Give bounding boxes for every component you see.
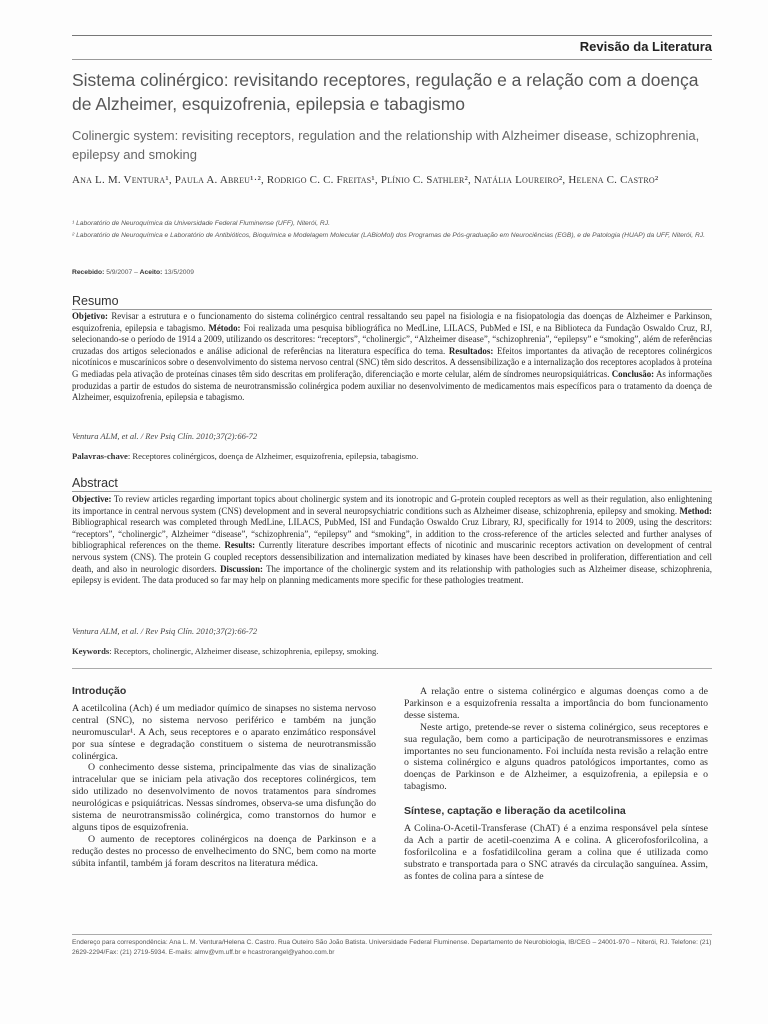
resumo-metodo: Foi realizada uma pesquisa bibliográfica no MedLine, LILACS, PubMed e ISI, e na Biblioteca da Fundação Oswaldo Cruz, RJ, selecionando-se o período de 1914 a 2009, utilizando os descritores: “receptors”, “cholinergic”, “Alzheimer disease”, “schizophrenia”, “epilepsy” e “smoking”, além de referências cruzadas dos artigos selecionados e análise adicional de referências na literatura específica do tema. xyxy=(72,322,712,356)
resumo-objetivo: Revisar a estrutura e o funcionamento do sistema colinérgico central ressaltando seu papel na fisiologia e na fisiopatologia das doenças de Alzheimer e Parkinson, esquizofrenia, epilepsia e tabagismo. xyxy=(72,311,712,333)
received-label: Recebido: xyxy=(72,269,105,276)
header-top-rule xyxy=(72,35,712,36)
abstract-text xyxy=(72,494,712,587)
right-paragraph-1: A relação entre o sistema colinérgico e algumas doenças como a de Parkinson e a esquizofrenia ressalta a importância do bom funcionamento desse sistema. xyxy=(404,686,708,721)
abstract-method: Bibliographical research was completed through MedLine, LILACS, PubMed, ISI and Fundação Oswaldo Cruz Library, RJ, specifically for 1914 to 2009, using the descritors: “receptors”, “cholinergic”, Alzheimer “disease”, “schizophrenia”, “epilepsy” and “smoking”, in addition to the cross-reference of the articles selected and further analyses of bibliographical references on the theme. xyxy=(72,517,712,551)
intro-paragraph-3: O aumento de receptores colinérgicos na doença de Parkinson e a redução destes no processo de envelhecimento do SNC, bem como na morte súbita infantil, também já foram descritos na literatura médica. xyxy=(72,833,376,869)
author-list: Ana L. M. Ventura¹, Paula A. Abreu¹·², Rodrigo C. C. Freitas¹, Plínio C. Sathler², Natália Loureiro², Helena C. Castro² xyxy=(72,174,659,186)
abstract-citation: Ventura ALM, et al. / Rev Psiq Clín. 2010;37(2):66-72 xyxy=(72,626,258,636)
section-label: Revisão da Literatura xyxy=(579,39,712,54)
abstract-rule xyxy=(72,668,712,669)
intro-heading: Introdução xyxy=(72,685,127,697)
abstract-objective-label: Objective: xyxy=(72,494,112,504)
accepted-date: 13/5/2009 xyxy=(164,269,194,276)
synthesis-heading: Síntese, captação e liberação da acetilcolina xyxy=(404,805,626,818)
resumo-conclusao-label: Conclusão: xyxy=(611,368,655,379)
intro-paragraph-1: A acetilcolina (Ach) é um mediador químico de sinapses no sistema nervoso central (SNC), no sistema nervoso periférico e também na junção neuromuscular¹. A Ach, seus receptores e o aparato enzimático responsável por sua síntese e degradação constituem o sistema de neurotransmissão colinérgica. xyxy=(72,702,376,762)
abstract-objective: To review articles regarding important topics about cholinergic system and its ionotropic and G-protein coupled receptors as well as their regulation, also enlightening its importance in central nervous system (CNS) development and in several neuropsychiatric conditions such as Alzheimer disease, schizophrenia, epilepsy and smoking. xyxy=(72,494,713,516)
accepted-label: Aceito: xyxy=(139,269,163,276)
resumo-citation: Ventura ALM, et al. / Rev Psiq Clín. 2010;37(2):66-72 xyxy=(72,431,258,441)
title-english: Colinergic system: revisiting receptors, regulation and the relationship with Alzheimer disease, schizophrenia, epilepsy and smoking xyxy=(72,128,700,162)
affiliation-1: ¹ Laboratório de Neuroquímica da Universidade Federal Fluminense (UFF), Niterói, RJ. xyxy=(72,220,330,227)
resumo-text xyxy=(72,311,712,404)
title-portuguese: Sistema colinérgico: revisitando receptores, regulação e a relação com a doença de Alzheimer, esquizofrenia, epilepsia e tabagismo xyxy=(72,70,699,114)
resumo-resultados: Efeitos importantes da ativação de receptores colinérgicos nicotínicos e muscarínicos sobre o desenvolvimento do sistema nervoso central (SNC) têm sido descritos. A dessensibilização e a internalização dos receptores acoplados à proteína G mediadas pela ativação de proteínas cinases têm sido descritas em proliferação, diferenciação e morte celular, além de síndromes neuropsiquiátricas. xyxy=(72,345,713,379)
abstract-keywords-values: : Receptors, cholinergic, Alzheimer disease, schizophrenia, epilepsy, smoking. xyxy=(109,646,379,656)
correspondence-footer: Endereço para correspondência: Ana L. M. Ventura/Helena C. Castro. Rua Outeiro São João Batista. Universidade Federal Fluminense. Departamento de Neurobiologia, IB/CEG – 24001-970 – Niterói, RJ. Telefone: (21) 2629-2294/Fax: (21) 2719-5934. E-mails: almv@vm.uff.br e hcastrorangel@yahoo.com.br xyxy=(72,939,712,956)
resumo-keywords-values: : Receptores colinérgicos, doença de Alzheimer, esquizofrenia, epilepsia, tabagismo. xyxy=(127,451,419,461)
synthesis-paragraph-1: A Colina-O-Acetil-Transferase (ChAT) é a enzima responsável pela síntese da Ach a partir de acetil-coenzima A e colina. A glicerofosforilcolina, a fosforilcolina e a fosfatidilcolina geram a colina que é utilizada como substrato e transportada para o SNC através da circulação sanguínea. Assim, as fontes de colina para a síntese de xyxy=(404,823,708,882)
body-column-left xyxy=(72,686,376,870)
intro-paragraph-2: O conhecimento desse sistema, principalmente das vias de sinalização intracelular que se iniciam pela ativação dos receptores colinérgicos, tem sido utilizado no desenvolvimento de novos tratamentos para síndromes neurológicas e psiquiátricas. Nessas síndromes, observa-se uma disfunção do sistema de neurotransmissão colinérgica, como transtornos do humor e alguns tipos de esquizofrenia. xyxy=(72,762,376,833)
abstract-method-label: Method: xyxy=(679,505,712,516)
submission-dates: Recebido: 5/9/2007 – Aceito: 13/5/2009 xyxy=(72,269,194,276)
resumo-objetivo-label: Objetivo: xyxy=(72,311,108,321)
abstract-results-label: Results: xyxy=(224,540,256,551)
resumo-conclusao: As informações produzidas a partir de estudos do sistema de neurotransmissão colinérgica podem auxiliar no desenvolvimento de medicamentos mais específicos para o tratamento da doença de Alzheimer, esquizofrenia, epilepsia e tabagismo. xyxy=(72,368,712,403)
resumo-keywords xyxy=(72,451,712,461)
affiliation-2: ² Laboratório de Neuroquímica e Laboratório de Antibióticos, Bioquímica e Modelagem Molecular (LABioMol) dos Programas de Pós-graduação em Neurociências (EGB), e de Patologia (HUAP) da UFF, Niterói, RJ. xyxy=(72,232,706,239)
abstract-keywords-label: Keywords xyxy=(72,646,110,656)
affiliations xyxy=(72,219,712,243)
received-date: 5/9/2007 xyxy=(106,269,133,276)
abstract-discussion-label: Discussion: xyxy=(220,563,263,574)
resumo-heading: Resumo xyxy=(72,294,712,310)
abstract-heading: Abstract xyxy=(72,476,712,492)
abstract-keywords xyxy=(72,646,712,656)
abstract-results: Currently literature describes important effects of nicotinic and muscarinic receptors activation on development of central nervous system (CNS). The protein G coupled receptors dessensibilization and internalization mediated by kinases have been described in proliferation, differentiation and cell death, and also in neurologic disorders. xyxy=(72,540,712,574)
footer-rule xyxy=(72,934,712,935)
right-paragraph-2: Neste artigo, pretende-se rever o sistema colinérgico, seus receptores e sua regulação, bem como a participação de neurotransmissores e enzimas importantes no seu funcionamento. Foi incluída nesta revisão a relação entre o sistema colinérgico e alguns quadros patológicos importantes, como as doenças de Parkinson e de Alzheimer, a esquizofrenia, a epilepsia e o tabagismo. xyxy=(404,721,708,793)
abstract-discussion: The importance of the cholinergic system and its relationship with pathologies such as Alzheimer disease, schizophrenia, epilepsy is evident. The data produced so far may help on planning medicaments more specific for these pathologies treatment. xyxy=(72,563,713,586)
resumo-keywords-label: Palavras-chave xyxy=(72,451,128,461)
header-bottom-rule xyxy=(72,59,712,60)
resumo-metodo-label: Método: xyxy=(208,322,241,333)
body-column-right xyxy=(404,686,708,883)
resumo-resultados-label: Resultados: xyxy=(448,345,494,356)
